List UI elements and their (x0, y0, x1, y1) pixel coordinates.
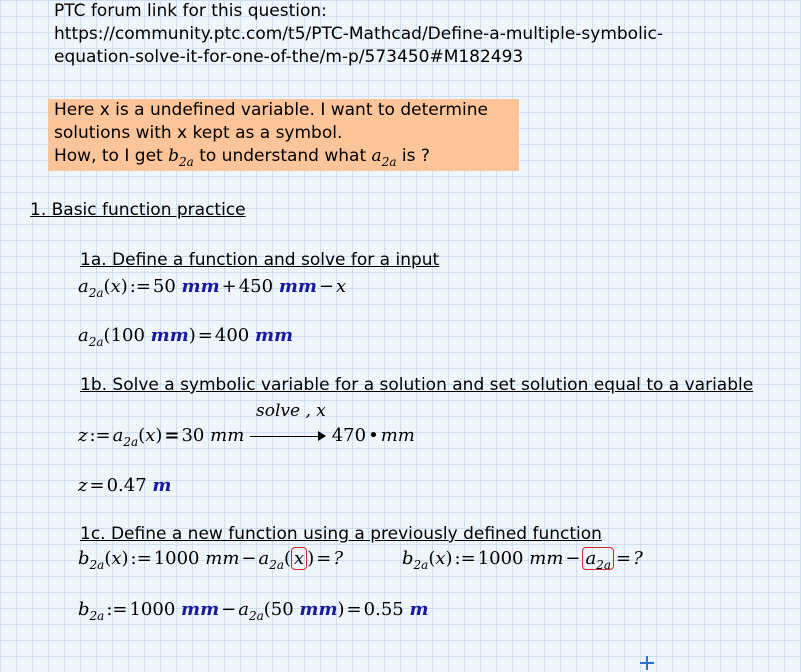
note-line-2: solutions with x kept as a symbol. (54, 123, 343, 143)
error-highlight-a2a[interactable]: $a_{2a}$ (582, 547, 614, 570)
equation-define-b2a-without-arg[interactable]: $b_{2a}(x)$ := 1000 mm − $a_{2a}$ = ? (402, 548, 643, 572)
section-1c-heading: 1c. Define a new function using a previously defined function (80, 524, 602, 544)
crosshair-cursor-icon (640, 656, 654, 670)
equation-evaluate-a2a[interactable]: $a_{2a}(100$ mm) = 400 mm (78, 325, 294, 349)
highlighted-note (48, 99, 519, 171)
note-line-1: Here x is a undefined variable. I want to determine (54, 100, 488, 120)
solve-keyword-label: solve , x (256, 401, 326, 421)
forum-link-caption: PTC forum link for this question: (54, 1, 327, 21)
equation-define-a2a[interactable]: $a_{2a}(x)$ := 50 mm + 450 mm − x (78, 276, 347, 300)
forum-link-block (54, 0, 663, 69)
equation-solve-z[interactable]: z := $a_{2a}(x) = 30$ mm solve , x 470 • mm (78, 401, 415, 449)
equation-evaluate-z[interactable]: z = 0.47 m (78, 475, 172, 496)
note-line-3: How, to I get $b_{2a}$ to understand what $a_{2a}$ is ? (54, 146, 430, 169)
symbolic-solve-arrow (250, 401, 326, 445)
equation-define-b2a-with-arg[interactable]: $b_{2a}(x)$ := 1000 mm − $a_{2a}$( x ) = ? (78, 548, 343, 572)
forum-link-url-line1[interactable]: https://community.ptc.com/t5/PTC-Mathcad/Define-a-multiple-symbolic- (54, 24, 664, 44)
section-1b-heading: 1b. Solve a symbolic variable for a solution and set solution equal to a variable (80, 375, 754, 395)
error-highlight-x[interactable]: x (291, 547, 307, 570)
section-1-heading: 1. Basic function practice (30, 200, 246, 220)
equation-evaluate-b2a[interactable]: $b_{2a}$ := 1000 mm − $a_{2a}(50$ mm) = 0.55 m (78, 599, 429, 623)
forum-link-url-line2[interactable]: equation-solve-it-for-one-of-the/m-p/573450#M182493 (54, 47, 524, 67)
section-1a-heading: 1a. Define a function and solve for a input (80, 250, 440, 270)
